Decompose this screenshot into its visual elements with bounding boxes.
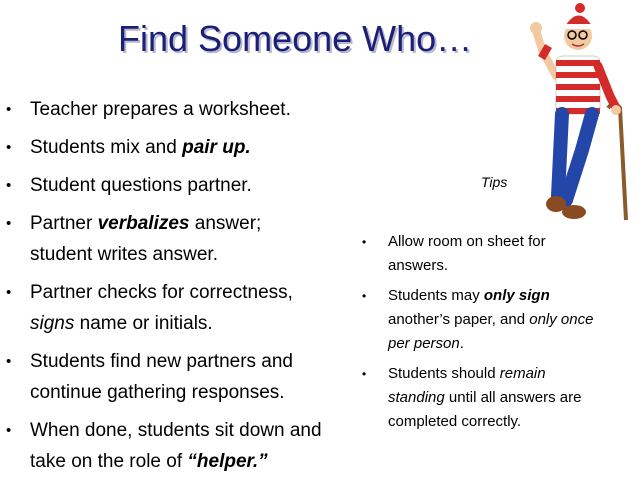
- bullet: •: [362, 235, 367, 249]
- list-item: • When done, students sit down and take on the role of “helper.”: [6, 415, 362, 477]
- list-item: • Students mix and pair up.: [6, 132, 362, 163]
- bullet: •: [6, 215, 12, 232]
- bullet: •: [6, 353, 12, 370]
- tips-list: [362, 230, 636, 440]
- bullet: •: [362, 367, 367, 381]
- list-item: • Students find new partners and continue gathering responses.: [6, 346, 362, 408]
- list-item: • Partner checks for correctness, signs name or initials.: [6, 277, 362, 339]
- steps-list: [6, 94, 362, 484]
- bullet: •: [6, 101, 12, 118]
- bullet: •: [6, 284, 12, 301]
- list-item: • Students may only sign another’s paper, and only once per person.: [362, 284, 636, 356]
- tips-heading: Tips: [481, 174, 508, 190]
- bullet: •: [6, 177, 12, 194]
- list-item: • Teacher prepares a worksheet.: [6, 94, 362, 125]
- page-title: Find Someone Who…: [118, 18, 473, 59]
- list-item: • Partner verbalizes answer; student writes answer.: [6, 208, 362, 270]
- bullet: •: [6, 422, 12, 439]
- bullet: •: [6, 139, 12, 156]
- list-item: • Allow room on sheet for answers.: [362, 230, 636, 278]
- waldo-illustration: [520, 0, 638, 230]
- list-item: • Student questions partner.: [6, 170, 362, 201]
- bullet: •: [362, 289, 367, 303]
- list-item: • Students should remain standing until all answers are completed correctly.: [362, 362, 636, 434]
